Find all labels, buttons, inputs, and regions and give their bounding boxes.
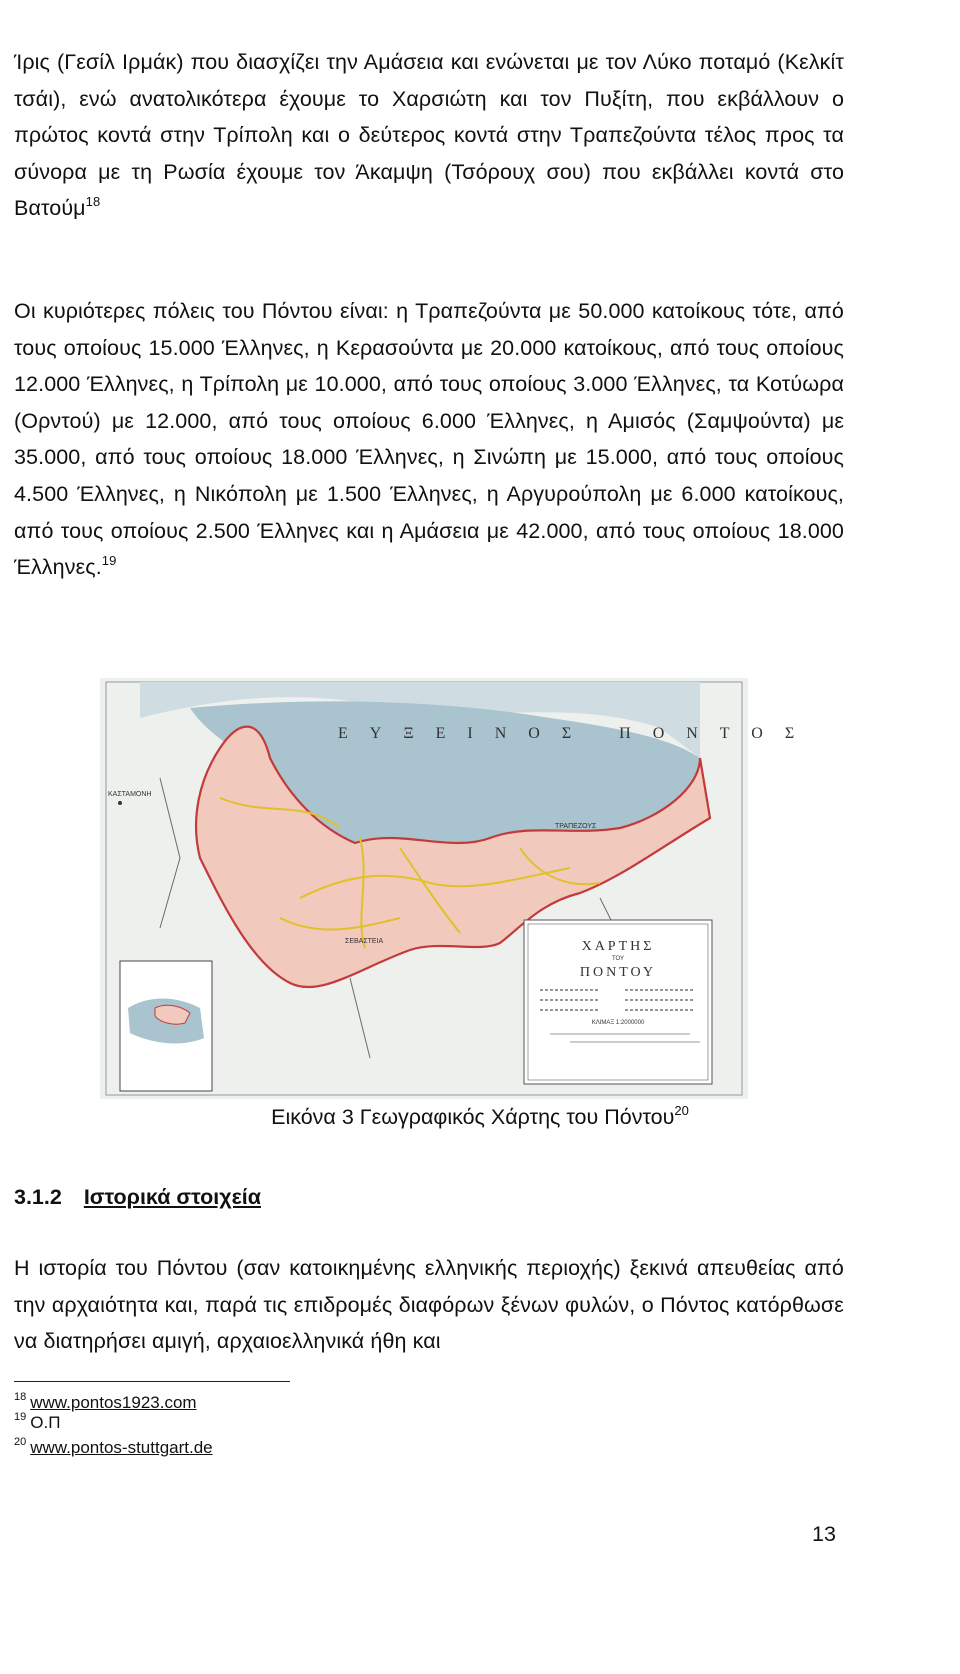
sea-label: ΕΥΞΕΙΝΟΣ ΠΟΝΤΟΣ <box>338 725 817 742</box>
footnote-20 <box>14 1438 213 1458</box>
footnote-number: 18 <box>14 1391 27 1403</box>
pontus-map <box>100 678 817 1099</box>
page-number: 13 <box>812 1522 836 1546</box>
footnote-18 <box>14 1393 197 1413</box>
footnote-19 <box>14 1413 60 1433</box>
map-title-line1: ΧΑΡΤΗΣ <box>581 939 655 954</box>
footnote-link[interactable]: www.pontos-stuttgart.de <box>30 1438 213 1457</box>
section-number: 3.1.2 <box>14 1185 62 1209</box>
city-trapezous: ΤΡΑΠΕΖΟΥΣ <box>555 823 597 830</box>
figure-caption <box>0 1105 960 1130</box>
footnote-number: 19 <box>14 1411 27 1423</box>
map-title-line3: ΠΟΝΤΟΥ <box>579 965 657 980</box>
city-kastamoni-dot <box>118 801 122 805</box>
footnote-separator <box>14 1381 290 1382</box>
city-kastamoni: ΚΑΣΤΑΜΟΝΗ <box>108 791 152 798</box>
paragraph-history: Η ιστορία του Πόντου (σαν κατοικημένης ελληνικής περιοχής) ξεκινά απευθείας από την αρχαιότητα και, παρά τις επιδρομές διαφόρων ξένων φυλών, ο Πόντος κατόρθωσε να διατηρήσει αμιγή, αρχαιοελληνικά ήθη και <box>14 1256 844 1354</box>
paragraph-cities-text: Οι κυριότερες πόλεις του Πόντου είναι: η Τραπεζούντα με 50.000 κατοίκους τότε, από τους οποίους 15.000 Έλληνες, η Κερασούντα με 20.000 κατοίκους, από τους οποίους 12.000 Έλληνες, η Τρίπολη με 10.000, από τους οποίους 3.000 Έλληνες, τα Κοτύωρα (Ορντού) με 12.000, από τους οποίους 6.000 Έλληνες, η Αμισός (Σαμψούντα) με 35.000, από τους οποίους 18.000 Έλληνες, η Σινώπη με 15.000, από τους οποίους 4.500 Έλληνες, η Νικόπολη με 1.500 Έλληνες, η Αργυρούπολη με 6.000 κατοίκους, από τους οποίους 2.500 Έλληνες και η Αμάσεια με 42.000, από τους οποίους 18.000 Έλληνες. <box>14 299 844 580</box>
paragraph-rivers-text: Ίρις (Γεσίλ Ιρμάκ) που διασχίζει την Αμάσεια και ενώνεται με τον Λύκο ποταμό (Κελκίτ τσάι), ενώ ανατολικότερα έχουμε το Χαρσιώτη και τον Πυξίτη, που εκβάλλουν ο πρώτος κοντά στην Τρίπολη και ο δεύτερος κοντά στην Τραπεζούντα τέλος προς τα σύνορα με τη Ρωσία έχουμε τον Άκαμψη (Τσόρουχ σου) που εκβάλλει κοντά στο Βατούμ <box>14 50 844 221</box>
footnote-ref-20[interactable]: 20 <box>674 1103 689 1118</box>
paragraph-cities <box>14 293 844 586</box>
figure-caption-text: Εικόνα 3 Γεωγραφικός Χάρτης του Πόντου <box>271 1105 675 1129</box>
section-title: Ιστορικά στοιχεία <box>83 1185 261 1209</box>
footnote-text: Ο.Π <box>30 1413 61 1432</box>
footnote-ref-18[interactable]: 18 <box>85 194 101 210</box>
footnote-link[interactable]: www.pontos1923.com <box>30 1393 197 1412</box>
city-sevasteia: ΣΕΒΑΣΤΕΙΑ <box>345 938 384 945</box>
paragraph-rivers <box>14 44 844 227</box>
map-title-line2: ΤΟΥ <box>611 956 625 962</box>
section-heading <box>14 1185 261 1210</box>
map-scale: ΚΛΙΜΑΞ 1:2000000 <box>591 1020 645 1026</box>
footnote-number: 20 <box>14 1436 27 1448</box>
footnote-ref-19[interactable]: 19 <box>101 553 117 569</box>
